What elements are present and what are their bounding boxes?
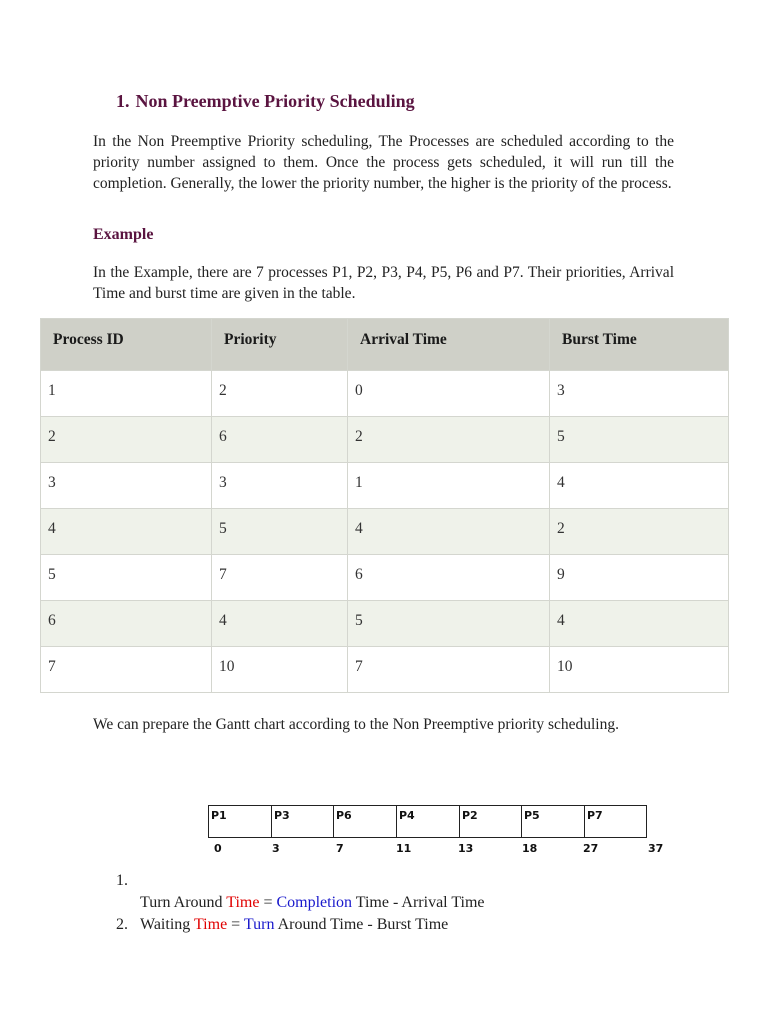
process-table: [40, 318, 729, 693]
list-marker: 1.: [116, 872, 128, 889]
cell-burst-time: 2: [550, 509, 729, 555]
header-process-id: Process ID: [41, 319, 212, 371]
gantt-time-label: 0: [214, 842, 222, 855]
turnaround-formula: Turn Around Time = Completion Time - Arrival Time: [140, 894, 485, 911]
section-number: 1.: [116, 91, 130, 111]
cell-priority: 6: [212, 417, 348, 463]
gantt-time-label: 18: [522, 842, 538, 855]
cell-priority: 3: [212, 463, 348, 509]
cell-process-id: 1: [41, 371, 212, 417]
cell-priority: 7: [212, 555, 348, 601]
gantt-chart: [208, 805, 647, 838]
gantt-block-p7: P7: [587, 809, 603, 822]
gantt-block-p6: P6: [334, 806, 397, 837]
gantt-time-label: 13: [458, 842, 474, 855]
cell-arrival-time: 7: [348, 647, 550, 693]
cell-process-id: 6: [41, 601, 212, 647]
gantt-time-label: 37: [648, 842, 664, 855]
cell-burst-time: 10: [550, 647, 729, 693]
cell-priority: 5: [212, 509, 348, 555]
cell-process-id: 5: [41, 555, 212, 601]
cell-arrival-time: 4: [348, 509, 550, 555]
section-title: Non Preemptive Priority Scheduling: [135, 91, 415, 111]
table-row: [41, 509, 729, 555]
gantt-time-label: 11: [396, 842, 412, 855]
cell-priority: 10: [212, 647, 348, 693]
cell-process-id: 2: [41, 417, 212, 463]
table-row: [41, 647, 729, 693]
header-priority: Priority: [212, 319, 348, 371]
gantt-block-p3: P3: [272, 806, 334, 837]
gantt-time-label: 7: [336, 842, 344, 855]
cell-arrival-time: 5: [348, 601, 550, 647]
header-arrival-time: Arrival Time: [348, 319, 550, 371]
cell-process-id: 3: [41, 463, 212, 509]
table-row: [41, 463, 729, 509]
cell-arrival-time: 1: [348, 463, 550, 509]
table-row: [41, 417, 729, 463]
header-burst-time: Burst Time: [550, 319, 729, 371]
intro-paragraph: In the Non Preemptive Priority scheduling, The Processes are scheduled according to the priority number assigned to them. Once the process gets scheduled, it will run till the completion. Generally, the lower the priority number, the higher is the priority of the process.: [93, 133, 674, 192]
cell-process-id: 4: [41, 509, 212, 555]
table-header-row: [41, 319, 729, 371]
gantt-block-p2: P2: [460, 806, 522, 837]
example-paragraph: In the Example, there are 7 processes P1, P2, P3, P4, P5, P6 and P7. Their priorities, Arrival Time and burst time are given in the table.: [93, 264, 674, 302]
cell-burst-time: 4: [550, 463, 729, 509]
gantt-block-p4: P4: [397, 806, 460, 837]
section-heading: [116, 91, 415, 112]
gantt-block-p1: P1: [209, 806, 272, 837]
cell-priority: 2: [212, 371, 348, 417]
cell-burst-time: 3: [550, 371, 729, 417]
gantt-paragraph: We can prepare the Gantt chart according to the Non Preemptive priority scheduling.: [93, 716, 619, 733]
gantt-time-label: 3: [272, 842, 280, 855]
cell-burst-time: 9: [550, 555, 729, 601]
cell-process-id: 7: [41, 647, 212, 693]
list-marker: 2.: [116, 916, 128, 933]
cell-burst-time: 4: [550, 601, 729, 647]
cell-priority: 4: [212, 601, 348, 647]
table-row: [41, 555, 729, 601]
example-heading: Example: [93, 226, 154, 243]
gantt-time-label: 27: [583, 842, 599, 855]
cell-arrival-time: 6: [348, 555, 550, 601]
table-row: [41, 371, 729, 417]
waiting-formula: Waiting Time = Turn Around Time - Burst Time: [140, 916, 449, 933]
gantt-block-p5: P5: [522, 806, 585, 837]
cell-arrival-time: 2: [348, 417, 550, 463]
table-row: [41, 601, 729, 647]
cell-arrival-time: 0: [348, 371, 550, 417]
cell-burst-time: 5: [550, 417, 729, 463]
